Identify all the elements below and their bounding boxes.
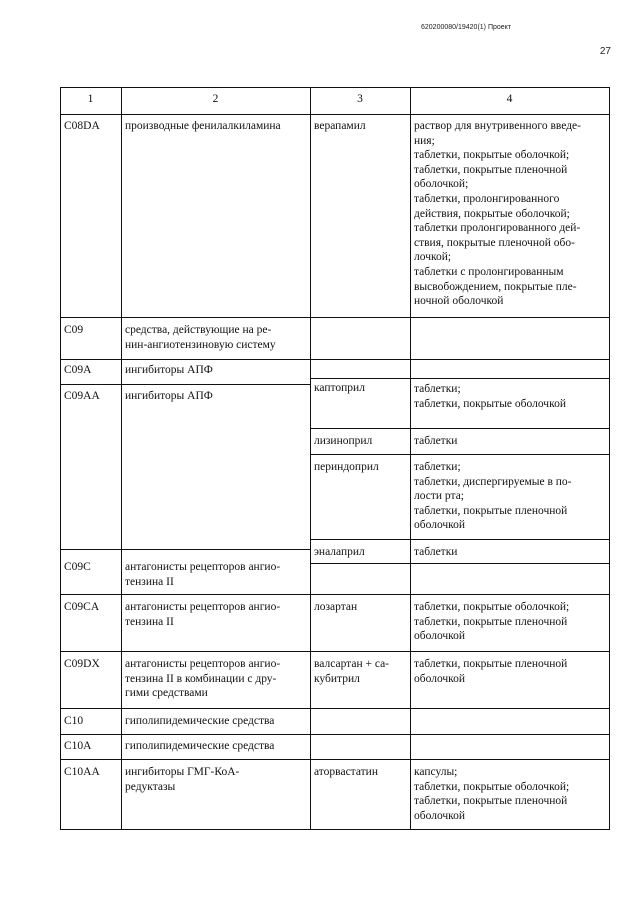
group-name: средства, действующие на ре- нин-ангиотензиновую систему <box>125 324 276 351</box>
drug-name: валсартан + са- кубитрил <box>314 658 390 685</box>
column-header-1: 1 <box>87 93 94 105</box>
group-name: антагонисты рецепторов ангио- тензина II <box>125 601 281 628</box>
table-rule <box>310 428 610 429</box>
table-rule <box>60 594 610 595</box>
document-code: 620200080/19420(1) Проект <box>421 24 512 31</box>
table-rule <box>60 87 610 88</box>
group-name: ингибиторы АПФ <box>125 390 213 402</box>
table-rule <box>609 87 610 830</box>
table-rule <box>60 734 610 735</box>
atc-code: C09A <box>64 364 92 376</box>
dosage-forms: таблетки; таблетки, диспергируемые в по- лости рта; таблетки, покрытые пленочной оболочкой <box>414 461 572 532</box>
group-name: гиполипидемические средства <box>125 715 275 727</box>
dosage-forms: таблетки <box>414 435 458 447</box>
table-rule <box>60 359 610 360</box>
atc-code: C10 <box>64 715 84 727</box>
table-rule <box>60 317 610 318</box>
drug-name: верапамил <box>314 120 366 132</box>
table-rule <box>310 454 610 455</box>
table-rule <box>60 384 310 385</box>
group-name: гиполипидемические средства <box>125 740 275 752</box>
drug-name: периндоприл <box>314 461 379 473</box>
table-rule <box>60 759 610 760</box>
table-rule <box>60 87 61 830</box>
table-rule <box>121 87 122 830</box>
dosage-forms: раствор для внутривенного введе- ния; таблетки, покрытые оболочкой; таблетки, покрытые пленочной оболочкой; таблетки, пролонгированного действия, покрытые оболочкой; таблетки пролонгированного дей- ствия, покрытые пленочной обо- лочкой; таблетки с пролонгированным высвобождением, покрытые пле- ночной оболочкой <box>414 120 581 308</box>
column-header-4: 4 <box>506 93 513 105</box>
dosage-forms: таблетки, покрытые пленочной оболочкой <box>414 658 568 685</box>
atc-code: C09CA <box>64 601 100 613</box>
atc-code: C09AA <box>64 390 100 402</box>
group-name: производные фенилалкиламина <box>125 120 281 132</box>
page-number: 27 <box>599 46 611 57</box>
group-name: ингибиторы АПФ <box>125 364 213 376</box>
table-rule <box>310 563 610 564</box>
atc-code: C08DA <box>64 120 100 132</box>
table-rule <box>310 539 610 540</box>
atc-code: C09DX <box>64 658 100 670</box>
table-rule <box>60 829 610 830</box>
dosage-forms: таблетки, покрытые оболочкой; таблетки, покрытые пленочной оболочкой <box>414 601 570 643</box>
atc-code: C09C <box>64 561 91 573</box>
atc-code: C10AA <box>64 766 100 778</box>
table-rule <box>60 114 610 115</box>
table-rule <box>60 549 310 550</box>
group-name: антагонисты рецепторов ангио- тензина II в комбинации с дру- гими средствами <box>125 658 281 700</box>
atc-code: C10A <box>64 740 92 752</box>
table-rule <box>310 378 610 379</box>
table-rule <box>310 87 311 830</box>
dosage-forms: таблетки <box>414 546 458 558</box>
dosage-forms: капсулы; таблетки, покрытые оболочкой; таблетки, покрытые пленочной оболочкой <box>414 766 570 822</box>
drug-name: аторвастатин <box>314 766 378 778</box>
atc-code: C09 <box>64 324 84 336</box>
column-header-3: 3 <box>357 93 363 105</box>
table-rule <box>60 708 610 709</box>
drug-name: лозартан <box>314 601 358 613</box>
column-header-2: 2 <box>212 93 219 105</box>
dosage-forms: таблетки; таблетки, покрытые оболочкой <box>414 383 566 410</box>
group-name: антагонисты рецепторов ангио- тензина II <box>125 561 281 588</box>
drug-name: лизиноприл <box>314 435 373 447</box>
drug-name: эналаприл <box>314 546 365 558</box>
table-rule <box>60 651 610 652</box>
group-name: ингибиторы ГМГ-КоА- редуктазы <box>125 766 240 793</box>
drug-name: каптоприл <box>314 382 365 394</box>
table-rule <box>410 87 411 830</box>
